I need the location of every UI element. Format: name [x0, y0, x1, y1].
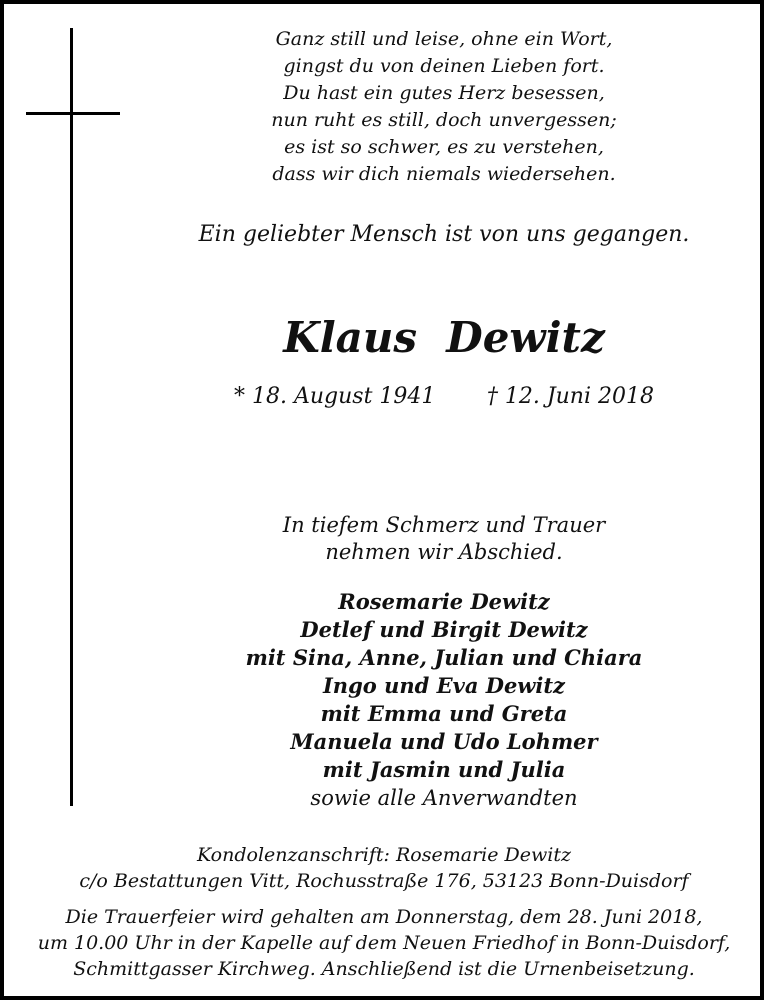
- poem-line: Ganz still und leise, ohne ein Wort,: [275, 28, 613, 50]
- ceremony-line: um 10.00 Uhr in der Kapelle auf dem Neuen Friedhof in Bonn-Duisdorf,: [37, 932, 731, 954]
- poem-line: gingst du von deinen Lieben fort.: [283, 55, 605, 77]
- poem-line: es ist so schwer, es zu verstehen,: [284, 136, 604, 158]
- family-member: Rosemarie Dewitz: [338, 589, 550, 614]
- cross-icon-vertical-bar: [70, 28, 73, 806]
- family-closing: sowie alle Anverwandten: [310, 786, 578, 810]
- family-member: Manuela und Udo Lohmer: [290, 729, 598, 754]
- family-member: mit Jasmin und Julia: [322, 757, 566, 782]
- mourning-line: nehmen wir Abschied.: [325, 540, 563, 564]
- condolence-address: [34, 842, 734, 894]
- cross-icon-horizontal-bar: [26, 112, 120, 115]
- poem-line: Du hast ein gutes Herz besessen,: [283, 82, 605, 104]
- deceased-name: Klaus Dewitz: [283, 313, 605, 362]
- condolence-line: c/o Bestattungen Vitt, Rochusstraße 176, 53123 Bonn-Duisdorf: [79, 870, 689, 892]
- intro-text: Ein geliebter Mensch ist von uns gegangen.: [198, 222, 690, 247]
- mourning-line: In tiefem Schmerz und Trauer: [282, 513, 606, 537]
- family-member: Detlef und Birgit Dewitz: [300, 617, 588, 642]
- condolence-line: Kondolenzanschrift: Rosemarie Dewitz: [197, 844, 571, 866]
- poem: [184, 26, 704, 188]
- ceremony-line: Schmittgasser Kirchweg. Anschließend ist die Urnenbeisetzung.: [73, 958, 695, 980]
- family-member: Ingo und Eva Dewitz: [322, 673, 565, 698]
- family-member: mit Emma und Greta: [320, 701, 568, 726]
- mourning-text: [184, 512, 704, 566]
- poem-line: dass wir dich niemals wiedersehen.: [272, 163, 616, 185]
- birth-date: * 18. August 1941: [234, 384, 436, 409]
- family-member: mit Sina, Anne, Julian und Chiara: [245, 645, 643, 670]
- poem-line: nun ruht es still, doch unvergessen;: [271, 109, 617, 131]
- ceremony-line: Die Trauerfeier wird gehalten am Donnerstag, dem 28. Juni 2018,: [65, 906, 703, 928]
- ceremony-info: [34, 904, 734, 982]
- family-list: [184, 588, 704, 812]
- death-date: † 12. Juni 2018: [486, 384, 654, 409]
